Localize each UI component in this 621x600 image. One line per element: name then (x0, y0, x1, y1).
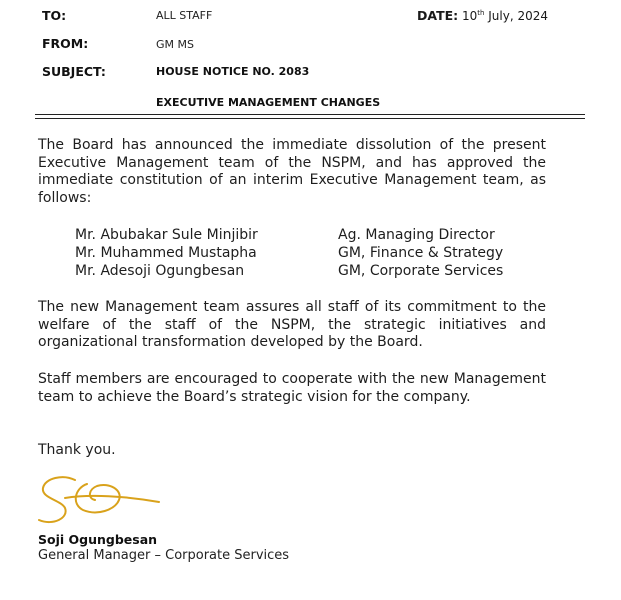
date-suffix: th (477, 9, 485, 17)
to-label: TO: (42, 8, 67, 23)
header-divider-bottom (35, 118, 585, 119)
paragraph-commitment: The new Management team assures all staff of its commitment to the welfare of the staff of the NSPM, the strategic initiatives and organizational transformation developed by the Board. (38, 299, 546, 350)
paragraph-announcement: The Board has announced the immediate dissolution of the present Executive Management team of the NSPM, and has approved the immediate constitution of an interim Executive Management team, as follows: (38, 137, 546, 206)
from-value: GM MS (156, 38, 194, 51)
subject-value: HOUSE NOTICE NO. 2083 (156, 65, 310, 78)
signatory-name: Soji Ogungbesan (38, 532, 158, 547)
to-value: ALL STAFF (156, 9, 213, 22)
appointee-name: Mr. Adesoji Ogungbesan (75, 263, 245, 279)
appointee-name: Mr. Muhammed Mustapha (75, 245, 257, 261)
appointee-role: Ag. Managing Director (338, 227, 495, 243)
signature-stroke (39, 477, 75, 522)
signature-stroke (65, 496, 159, 502)
date-line (417, 8, 548, 23)
appointee-name: Mr. Abubakar Sule Minjibir (75, 227, 258, 243)
header-divider-top (35, 114, 585, 115)
date-label: DATE: (417, 8, 459, 23)
signature-stroke (76, 484, 120, 512)
closing-line: Thank you. (38, 442, 116, 458)
from-label: FROM: (42, 36, 89, 51)
subject-title: EXECUTIVE MANAGEMENT CHANGES (156, 96, 381, 109)
handwritten-signature (35, 470, 165, 530)
appointee-role: GM, Corporate Services (338, 263, 504, 279)
signatory-title: General Manager – Corporate Services (38, 548, 290, 563)
paragraph-cooperation: Staff members are encouraged to cooperate with the new Management team to achieve the Board’s strategic vision for the company. (38, 371, 546, 405)
subject-label: SUBJECT: (42, 64, 106, 79)
date-day: 10 (461, 9, 478, 23)
date-rest: July, 2024 (484, 9, 549, 23)
appointee-role: GM, Finance & Strategy (338, 245, 504, 261)
